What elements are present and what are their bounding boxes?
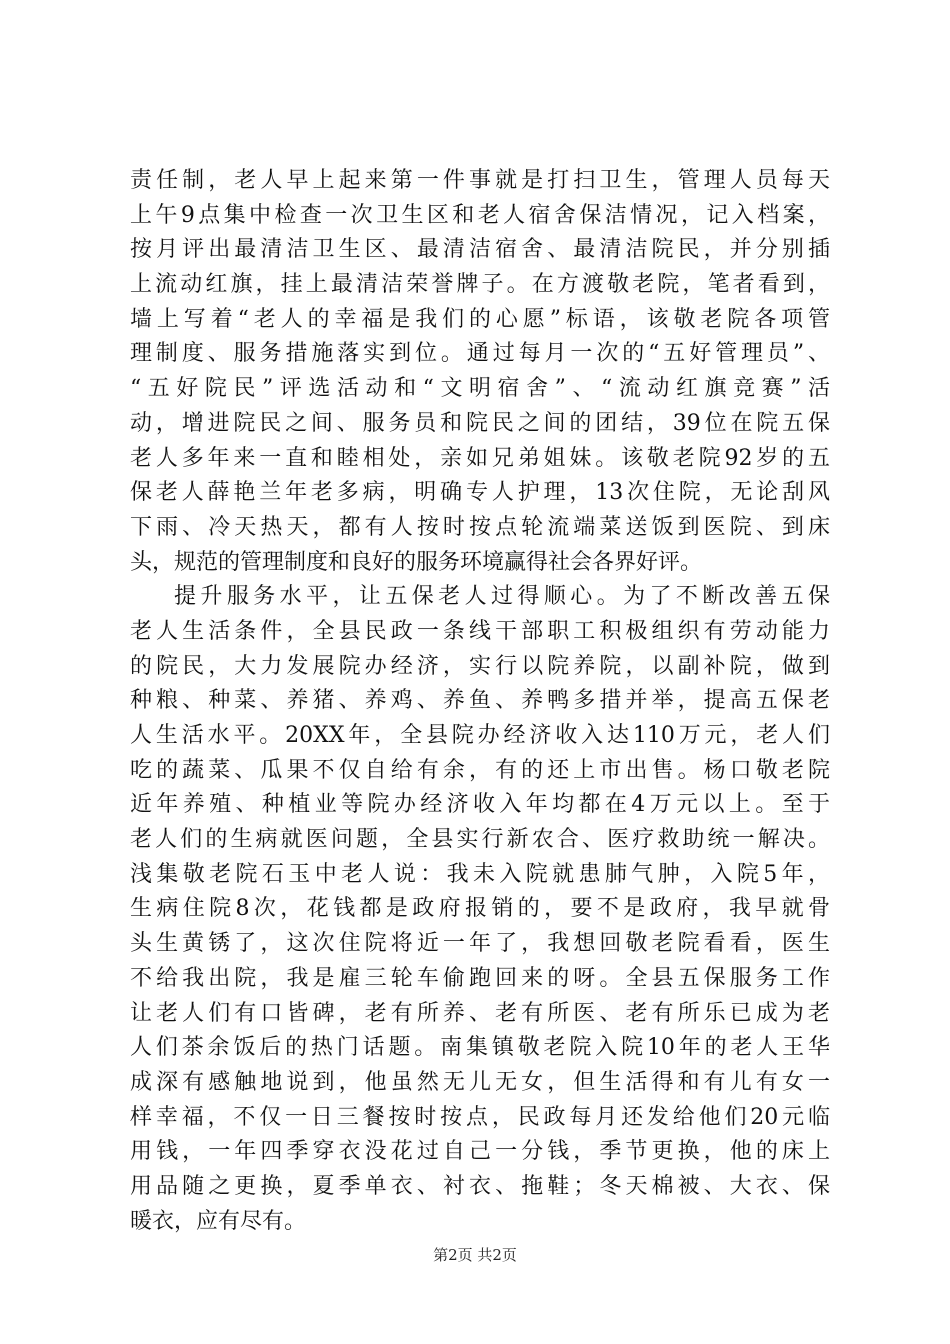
text-line: 动，增进院民之间、服务员和院民之间的团结，39位在院五保 bbox=[130, 410, 830, 436]
text-line: 上流动红旗，挂上最清洁荣誉牌子。在方渡敬老院，笔者看到， bbox=[130, 272, 830, 298]
text-line: 用钱，一年四季穿衣没花过自己一分钱，季节更换，他的床上 bbox=[130, 1139, 830, 1165]
paragraph-2 bbox=[130, 580, 830, 1239]
text-line: 墙上写着“老人的幸福是我们的心愿”标语，该敬老院各项管 bbox=[130, 306, 830, 332]
text-line: 暖衣，应有尽有。 bbox=[130, 1208, 307, 1234]
text-line: 不给我出院，我是雇三轮车偷跑回来的呀。全县五保服务工作 bbox=[130, 965, 830, 991]
text-line: 责任制，老人早上起来第一件事就是打扫卫生，管理人员每天 bbox=[130, 168, 830, 193]
text-line: 头，规范的管理制度和良好的服务环境赢得社会各界好评。 bbox=[130, 549, 703, 575]
page-footer: 第2页 共2页 bbox=[433, 1246, 517, 1264]
text-line: 老人多年来一直和睦相处，亲如兄弟姐妹。该敬老院92岁的五 bbox=[130, 445, 830, 471]
text-line: 保老人薛艳兰年老多病，明确专人护理，13次住院，无论刮风 bbox=[130, 480, 830, 506]
text-line: 老人生活条件，全县民政一条线干部职工积极组织有劳动能力 bbox=[130, 618, 830, 644]
text-line: 种粮、种菜、养猪、养鸡、养鱼、养鸭多措并举，提高五保老 bbox=[130, 688, 830, 714]
text-line: 人们茶余饭后的热门话题。南集镇敬老院入院10年的老人王华 bbox=[130, 1035, 830, 1061]
text-line: 近年养殖、种植业等院办经济收入年均都在4万元以上。至于 bbox=[130, 792, 830, 818]
text-line: 浅集敬老院石玉中老人说：我未入院就患肺气肿，入院5年， bbox=[130, 861, 830, 887]
text-line: 生病住院8次，花钱都是政府报销的，要不是政府，我早就骨 bbox=[130, 896, 830, 922]
text-line: “五好院民”评选活动和“文明宿舍”、“流动红旗竞赛”活 bbox=[130, 376, 830, 402]
text-line: 让老人们有口皆碑，老有所养、老有所医、老有所乐已成为老 bbox=[130, 1000, 830, 1026]
text-line: 样幸福，不仅一日三餐按时按点，民政每月还发给他们20元临 bbox=[130, 1104, 830, 1130]
text-line: 下雨、冷天热天，都有人按时按点轮流端菜送饭到医院、到床 bbox=[130, 514, 830, 540]
paragraph-1 bbox=[130, 164, 830, 580]
text-line: 上午9点集中检查一次卫生区和老人宿舍保洁情况，记入档案， bbox=[130, 202, 830, 228]
text-line: 头生黄锈了，这次住院将近一年了，我想回敬老院看看，医生 bbox=[130, 931, 830, 957]
text-line: 按月评出最清洁卫生区、最清洁宿舍、最清洁院民，并分别插 bbox=[130, 237, 830, 263]
text-line: 人生活水平。20XX年，全县院办经济收入达110万元，老人们 bbox=[130, 723, 830, 748]
text-line: 提升服务水平，让五保老人过得顺心。为了不断改善五保 bbox=[174, 584, 830, 610]
text-line: 吃的蔬菜、瓜果不仅自给有余，有的还上市出售。杨口敬老院 bbox=[130, 757, 830, 783]
text-line: 成深有感触地说到，他虽然无儿无女，但生活得和有儿有女一 bbox=[130, 1069, 830, 1095]
text-line: 理制度、服务措施落实到位。通过每月一次的“五好管理员”、 bbox=[130, 341, 830, 367]
text-line: 的院民，大力发展院办经济，实行以院养院，以副补院，做到 bbox=[130, 653, 830, 679]
text-line: 用品随之更换，夏季单衣、衬衣、拖鞋；冬天棉被、大衣、保 bbox=[130, 1173, 830, 1199]
text-line: 老人们的生病就医问题，全县实行新农合、医疗救助统一解决。 bbox=[130, 827, 830, 853]
body-text bbox=[130, 164, 830, 1239]
